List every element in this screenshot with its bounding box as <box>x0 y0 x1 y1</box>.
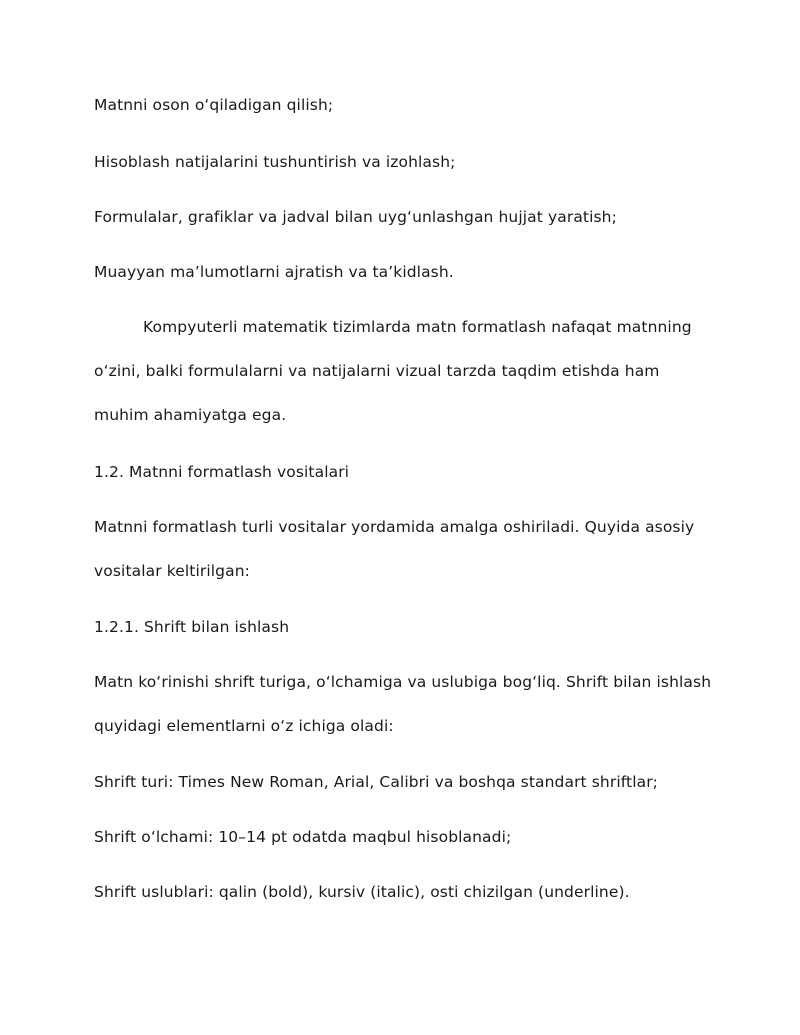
paragraph-line: oʻzini, balki formulalarni va natijalarni vizual tarzda taqdim etishda ham <box>94 362 660 380</box>
list-item-font-styles: Shrift uslublari: qalin (bold), kursiv (italic), osti chizilgan (underline). <box>94 883 630 901</box>
list-item-font-type: Shrift turi: Times New Roman, Arial, Calibri va boshqa standart shriftlar; <box>94 773 658 791</box>
list-item-font-size: Shrift oʻlchami: 10–14 pt odatda maqbul hisoblanadi; <box>94 828 512 846</box>
list-item-readability: Matnni oson oʻqiladigan qilish; <box>94 96 334 114</box>
list-item-create-document: Formulalar, grafiklar va jadval bilan uygʻunlashgan hujjat yaratish; <box>94 208 617 226</box>
paragraph-line: vositalar keltirilgan: <box>94 562 250 580</box>
paragraph-line: Matnni formatlash turli vositalar yordamida amalga oshiriladi. Quyida asosiy <box>94 518 695 536</box>
list-item-highlight-data: Muayyan maʼlumotlarni ajratish va taʼkidlash. <box>94 263 454 281</box>
paragraph-line: quyidagi elementlarni oʻz ichiga oladi: <box>94 717 394 735</box>
paragraph-line: Matn koʻrinishi shrift turiga, oʻlchamiga va uslubiga bogʻliq. Shrift bilan ishlash <box>94 673 712 691</box>
section-heading: 1.2. Matnni formatlash vositalari <box>94 463 350 481</box>
paragraph-line: muhim ahamiyatga ega. <box>94 406 287 424</box>
list-item-explain-results: Hisoblash natijalarini tushuntirish va izohlash; <box>94 153 456 171</box>
paragraph-line: Kompyuterli matematik tizimlarda matn formatlash nafaqat matnning <box>143 318 692 336</box>
subsection-heading: 1.2.1. Shrift bilan ishlash <box>94 618 290 636</box>
